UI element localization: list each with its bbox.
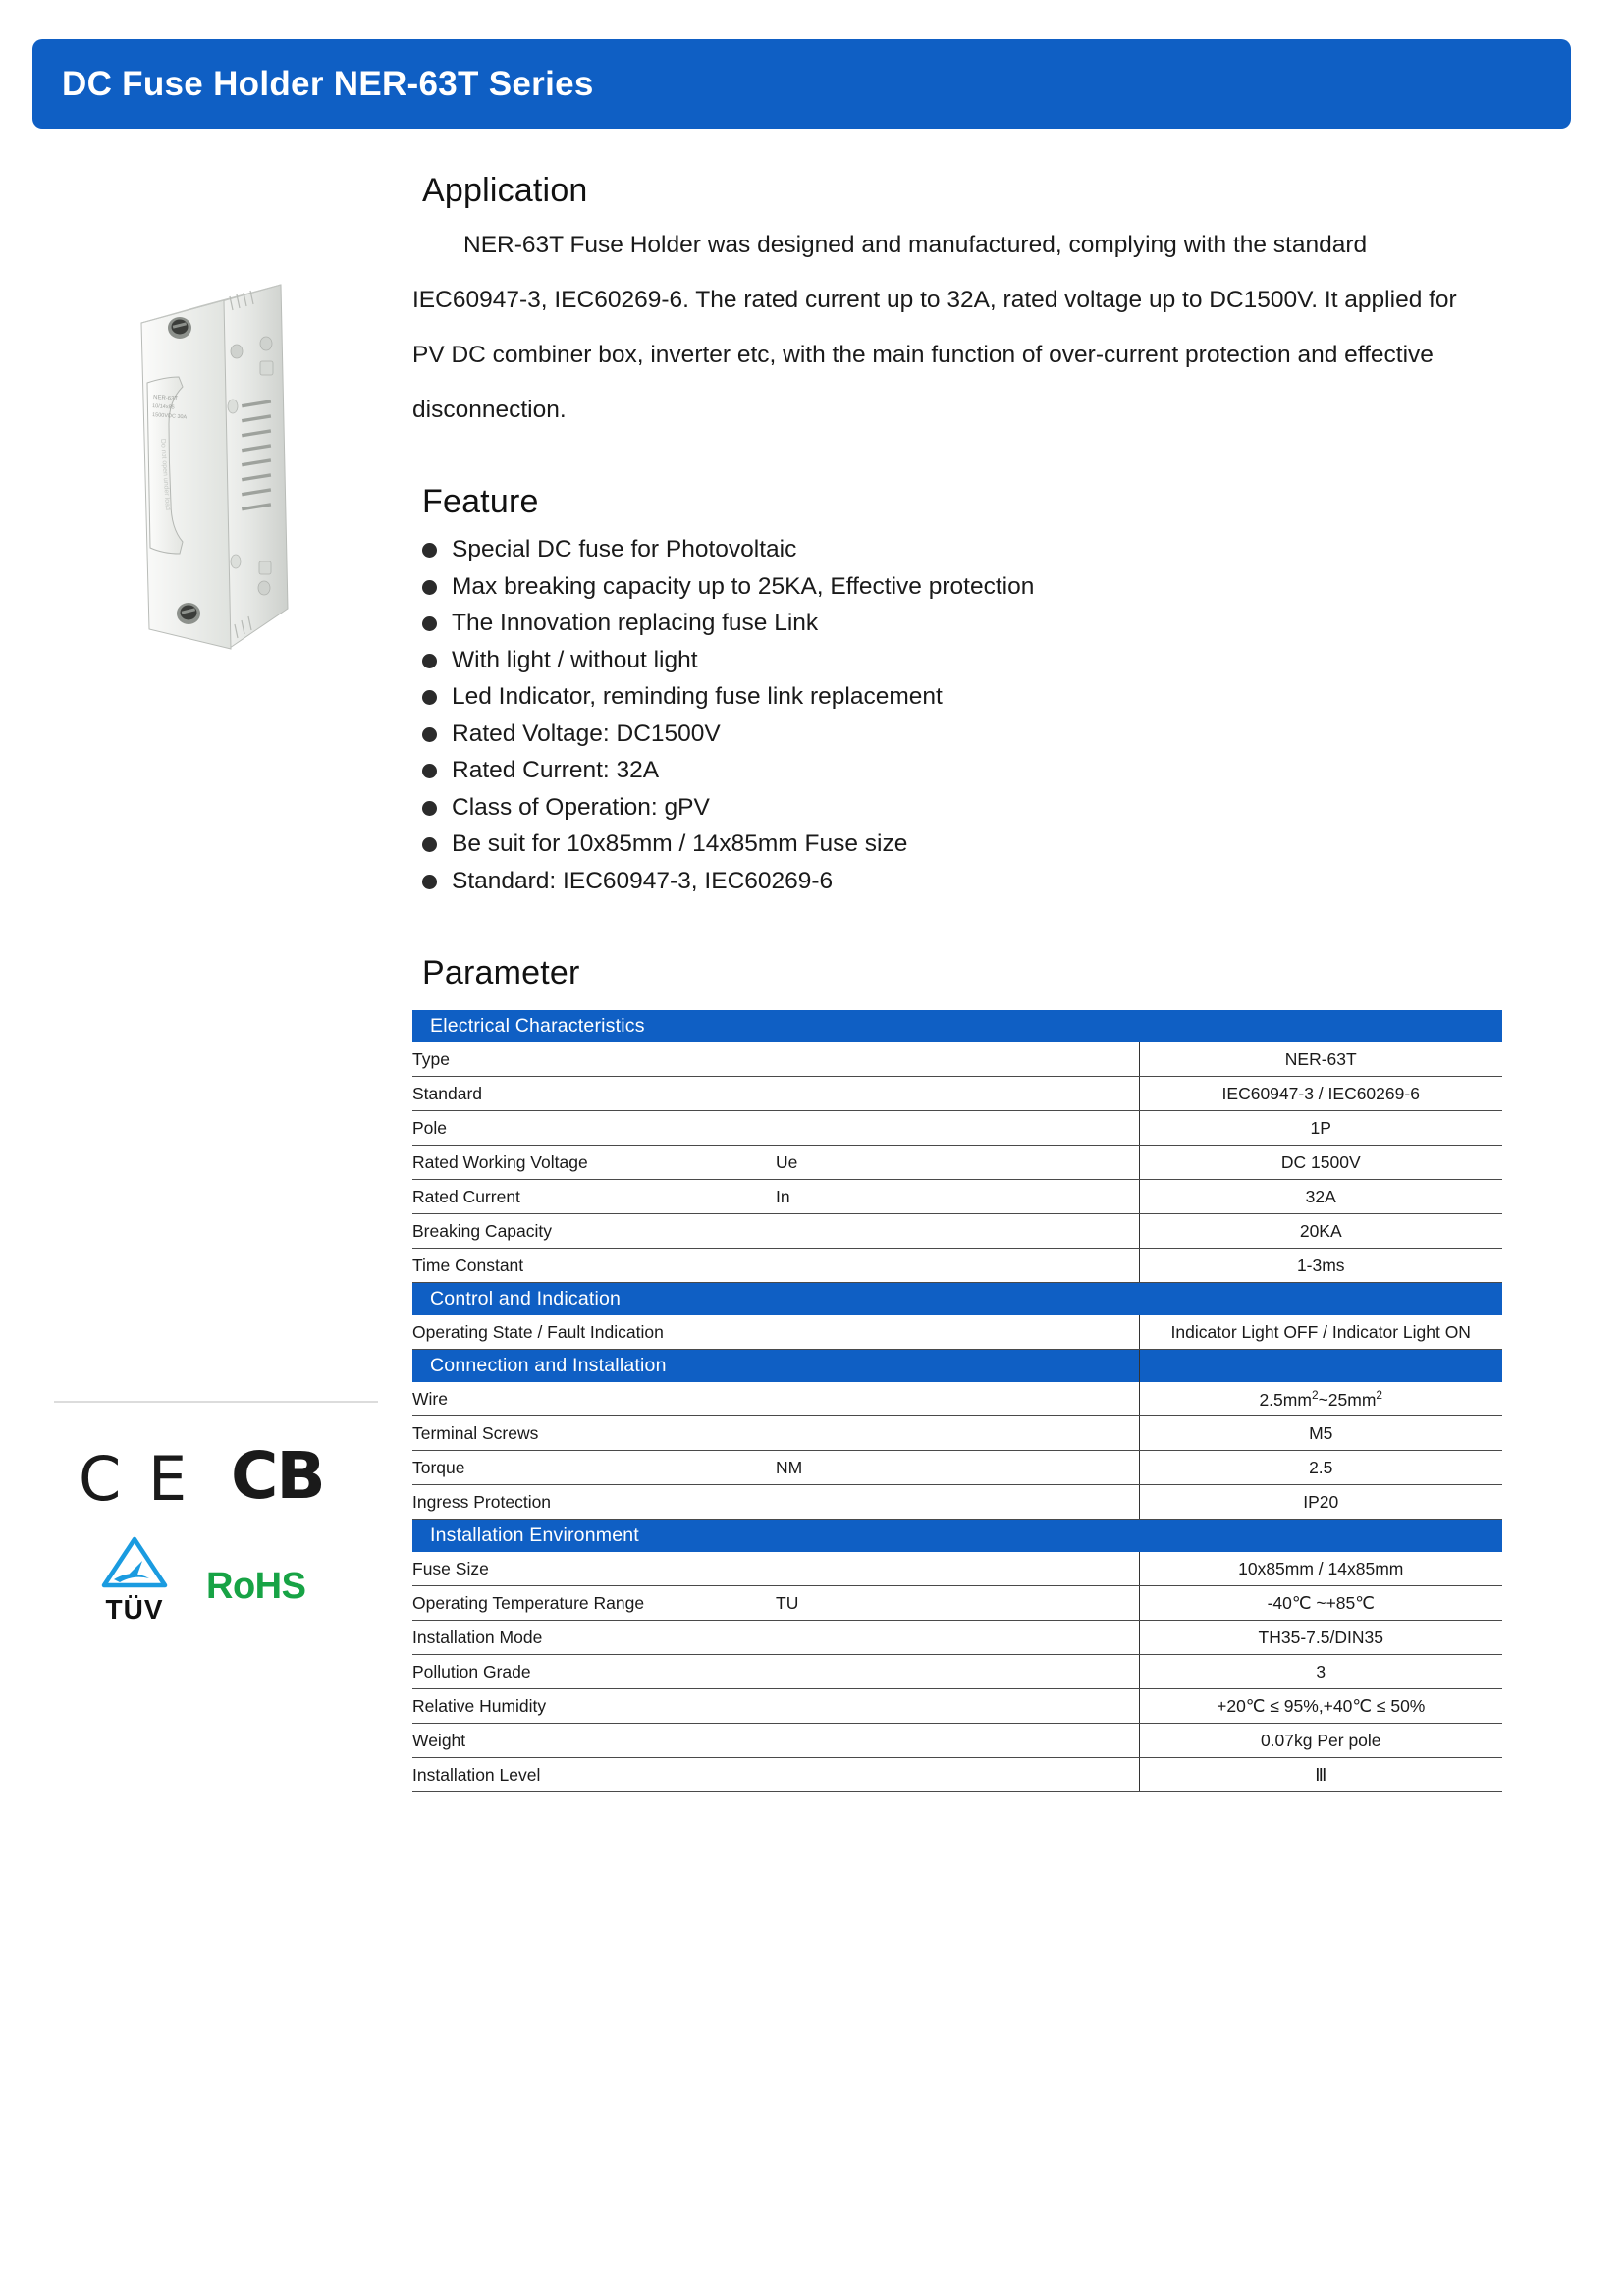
row-value: 10x85mm / 14x85mm xyxy=(1139,1552,1502,1586)
row-label: Weight xyxy=(412,1724,776,1758)
table-row xyxy=(412,1111,1502,1146)
table-row xyxy=(412,1621,1502,1655)
feature-item-label: With light / without light xyxy=(452,646,698,673)
table-row xyxy=(412,1214,1502,1249)
table-row xyxy=(412,1249,1502,1283)
feature-item xyxy=(412,716,1502,753)
row-label: Fuse Size xyxy=(412,1552,776,1586)
tuv-label: TÜV xyxy=(105,1594,164,1625)
ce-mark-icon: C E xyxy=(79,1443,191,1515)
row-label: Installation Mode xyxy=(412,1621,776,1655)
parameter-table-body xyxy=(412,1010,1502,1792)
row-value: Ⅲ xyxy=(1139,1758,1502,1792)
row-value: IP20 xyxy=(1139,1485,1502,1520)
table-row xyxy=(412,1315,1502,1350)
row-value: -40℃ ~+85℃ xyxy=(1139,1586,1502,1621)
row-symbol xyxy=(776,1552,1139,1586)
feature-item-label: Class of Operation: gPV xyxy=(452,793,710,821)
row-value: NER-63T xyxy=(1139,1042,1502,1077)
bullet-icon xyxy=(422,727,437,742)
row-symbol: NM xyxy=(776,1451,1139,1485)
bullet-icon xyxy=(422,543,437,558)
table-section-title: Electrical Characteristics xyxy=(412,1010,1502,1042)
row-symbol xyxy=(776,1111,1139,1146)
row-label: Installation Level xyxy=(412,1758,776,1792)
row-label: Type xyxy=(412,1042,776,1077)
row-value: 1-3ms xyxy=(1139,1249,1502,1283)
row-symbol: In xyxy=(776,1180,1139,1214)
row-value: M5 xyxy=(1139,1416,1502,1451)
feature-item xyxy=(412,752,1502,789)
feature-item-label: Led Indicator, reminding fuse link replacement xyxy=(452,683,943,710)
row-symbol: TU xyxy=(776,1586,1139,1621)
table-row xyxy=(412,1180,1502,1214)
table-row xyxy=(412,1689,1502,1724)
row-value: IEC60947-3 / IEC60269-6 xyxy=(1139,1077,1502,1111)
feature-item-label: Be suit for 10x85mm / 14x85mm Fuse size xyxy=(452,830,908,857)
row-symbol xyxy=(776,1621,1139,1655)
feature-item xyxy=(412,678,1502,716)
row-label: Breaking Capacity xyxy=(412,1214,776,1249)
row-value: +20℃ ≤ 95%,+40℃ ≤ 50% xyxy=(1139,1689,1502,1724)
table-row xyxy=(412,1146,1502,1180)
row-value: TH35-7.5/DIN35 xyxy=(1139,1621,1502,1655)
row-symbol xyxy=(776,1042,1139,1077)
row-label: Pollution Grade xyxy=(412,1655,776,1689)
table-section-header xyxy=(412,1010,1502,1042)
table-section-header xyxy=(412,1520,1502,1553)
feature-item-label: The Innovation replacing fuse Link xyxy=(452,610,819,636)
table-row xyxy=(412,1416,1502,1451)
row-value: 32A xyxy=(1139,1180,1502,1214)
row-label: Wire xyxy=(412,1382,776,1416)
table-row xyxy=(412,1382,1502,1416)
svg-text:10/14x85: 10/14x85 xyxy=(151,403,175,411)
row-symbol xyxy=(776,1724,1139,1758)
row-value: DC 1500V xyxy=(1139,1146,1502,1180)
table-row xyxy=(412,1552,1502,1586)
feature-item xyxy=(412,642,1502,679)
row-symbol xyxy=(776,1249,1139,1283)
row-symbol: Ue xyxy=(776,1146,1139,1180)
row-value: 2.5 xyxy=(1139,1451,1502,1485)
row-symbol xyxy=(776,1382,1139,1416)
row-label: Rated Current xyxy=(412,1180,776,1214)
tuv-mark-icon xyxy=(85,1534,184,1626)
certification-logos xyxy=(54,1428,388,1634)
svg-text:1500VDC 30A: 1500VDC 30A xyxy=(151,412,188,421)
row-symbol xyxy=(776,1077,1139,1111)
row-symbol xyxy=(776,1315,1139,1350)
row-symbol xyxy=(776,1214,1139,1249)
application-paragraph: NER-63T Fuse Holder was designed and manufactured, complying with the standard IEC60947-3, IEC60269-6. The rated current up to 32A, rated voltage up to DC1500V. It applied for PV DC combiner box, inverter etc, with the main function of over-current protection and effective disconnection. xyxy=(412,232,1457,423)
table-row xyxy=(412,1655,1502,1689)
bullet-icon xyxy=(422,654,437,668)
content-column xyxy=(412,172,1502,1792)
feature-item-label: Max breaking capacity up to 25KA, Effective protection xyxy=(452,572,1035,600)
table-row xyxy=(412,1485,1502,1520)
bullet-icon xyxy=(422,580,437,595)
table-row xyxy=(412,1077,1502,1111)
table-row xyxy=(412,1586,1502,1621)
row-symbol xyxy=(776,1758,1139,1792)
product-image xyxy=(106,267,302,669)
rohs-mark-icon: RoHS xyxy=(206,1566,306,1607)
bullet-icon xyxy=(422,837,437,852)
feature-item xyxy=(412,531,1502,568)
page-title: DC Fuse Holder NER-63T Series xyxy=(62,64,594,103)
table-section-header-filler xyxy=(1139,1350,1502,1383)
feature-item-label: Special DC fuse for Photovoltaic xyxy=(452,536,797,562)
table-row xyxy=(412,1724,1502,1758)
row-value: Indicator Light OFF / Indicator Light ON xyxy=(1139,1315,1502,1350)
bullet-icon xyxy=(422,875,437,889)
svg-text:NER-63T: NER-63T xyxy=(152,395,179,402)
table-section-header xyxy=(412,1283,1502,1316)
row-value: 0.07kg Per pole xyxy=(1139,1724,1502,1758)
feature-item-label: Standard: IEC60947-3, IEC60269-6 xyxy=(452,867,834,894)
certification-divider xyxy=(54,1401,378,1403)
row-label: Ingress Protection xyxy=(412,1485,776,1520)
row-label: Operating State / Fault Indication xyxy=(412,1315,776,1350)
table-section-header xyxy=(412,1350,1502,1383)
feature-item xyxy=(412,789,1502,827)
svg-text:Do not open under load: Do not open under load xyxy=(159,438,172,511)
parameter-table xyxy=(412,1010,1502,1792)
row-label: Time Constant xyxy=(412,1249,776,1283)
row-symbol xyxy=(776,1416,1139,1451)
table-section-title: Connection and Installation xyxy=(412,1350,1139,1383)
feature-item-label: Rated Current: 32A xyxy=(452,757,660,783)
row-value: $2.5mm^2\sim 25mm^2$ xyxy=(1139,1382,1502,1416)
feature-item xyxy=(412,568,1502,606)
application-heading: Application xyxy=(422,172,588,209)
feature-list xyxy=(412,531,1502,899)
bullet-icon xyxy=(422,801,437,816)
bullet-icon xyxy=(422,764,437,778)
feature-heading: Feature xyxy=(422,483,539,520)
row-label: Pole xyxy=(412,1111,776,1146)
feature-item xyxy=(412,605,1502,642)
table-section-title: Installation Environment xyxy=(412,1520,1502,1553)
row-label: Torque xyxy=(412,1451,776,1485)
feature-item-label: Rated Voltage: DC1500V xyxy=(452,720,721,747)
row-symbol xyxy=(776,1485,1139,1520)
page-header-banner xyxy=(32,39,1571,129)
bullet-icon xyxy=(422,690,437,705)
row-label: Relative Humidity xyxy=(412,1689,776,1724)
cb-mark-icon: CB xyxy=(231,1438,324,1514)
table-row xyxy=(412,1758,1502,1792)
bullet-icon xyxy=(422,616,437,631)
row-label: Standard xyxy=(412,1077,776,1111)
row-label: Rated Working Voltage xyxy=(412,1146,776,1180)
table-section-title: Control and Indication xyxy=(412,1283,1502,1316)
row-symbol xyxy=(776,1689,1139,1724)
row-label: Operating Temperature Range xyxy=(412,1586,776,1621)
row-value: 3 xyxy=(1139,1655,1502,1689)
table-row xyxy=(412,1451,1502,1485)
feature-item xyxy=(412,863,1502,900)
row-value: 1P xyxy=(1139,1111,1502,1146)
feature-item xyxy=(412,826,1502,863)
parameter-heading: Parameter xyxy=(422,954,580,991)
table-row xyxy=(412,1042,1502,1077)
row-symbol xyxy=(776,1655,1139,1689)
row-value: 20KA xyxy=(1139,1214,1502,1249)
row-label: Terminal Screws xyxy=(412,1416,776,1451)
